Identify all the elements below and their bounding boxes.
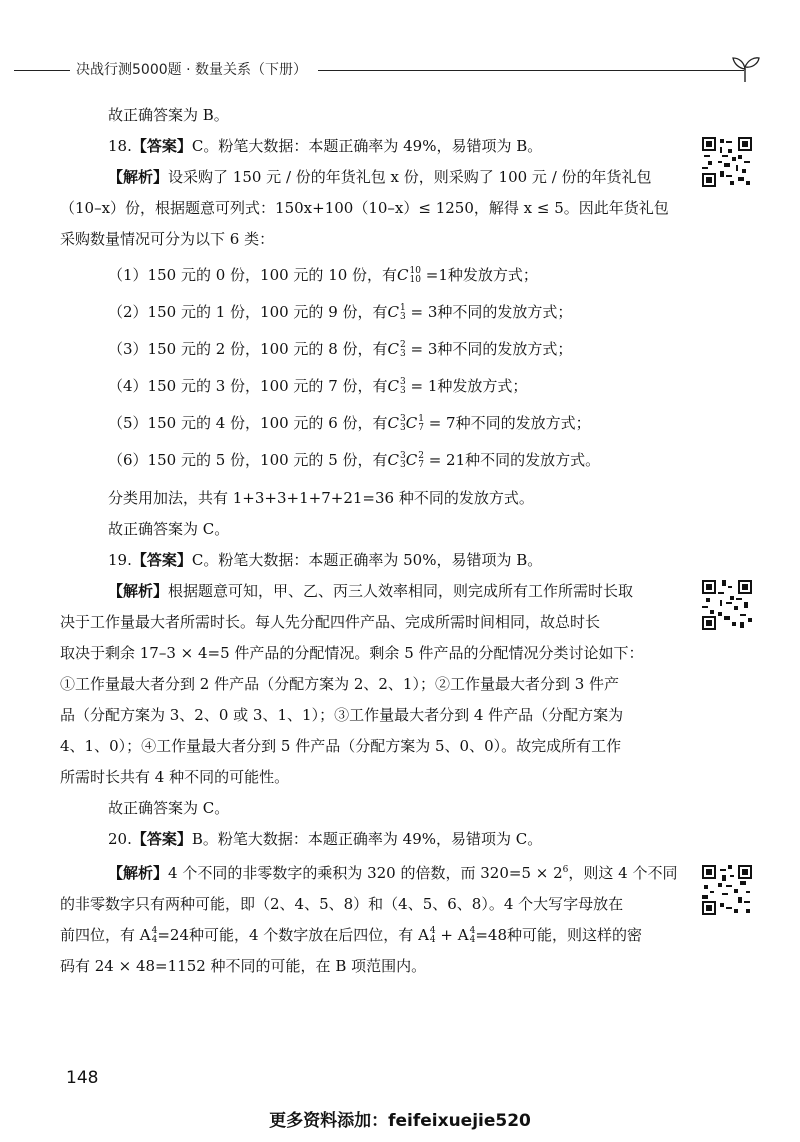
q18-analysis-line: 采购数量情况可分为以下 6 类： — [60, 230, 275, 248]
qr-code-q19[interactable] — [702, 580, 752, 630]
q19-conclusion: 故正确答案为 C。 — [108, 799, 230, 817]
case-item: （2）150 元的 1 份，100 元的 9 份，有C1 3 = 3种不同的发放方式； — [108, 303, 573, 322]
prev-conclusion: 故正确答案为 B。 — [108, 106, 229, 124]
sprout-icon — [728, 52, 762, 86]
q18-conclusion: 故正确答案为 C。 — [108, 520, 230, 538]
footer-note: 更多资料添加：feifeixuejie520 — [269, 1111, 531, 1131]
q20-answer: 20.【答案】B。粉笔大数据：本题正确率为 49%，易错项为 C。 — [108, 830, 543, 848]
q18-answer: 18.【答案】C。粉笔大数据：本题正确率为 49%，易错项为 B。 — [108, 137, 543, 155]
q18-analysis: 【解析】设采购了 150 元 / 份的年货礼包 x 份，则采购了 100 元 / 份的年货礼包 — [108, 168, 652, 186]
page-body — [60, 100, 700, 982]
case-item: （5）150 元的 4 份，100 元的 6 份，有C3 3C1 7 = 7种不同的发放方式； — [108, 414, 591, 433]
qr-code-q18[interactable] — [702, 137, 752, 187]
q19-answer: 19.【答案】C。粉笔大数据：本题正确率为 50%，易错项为 B。 — [108, 551, 543, 569]
case-item: （6）150 元的 5 份，100 元的 5 份，有C3 3C2 7 = 21种不同的发放方式。 — [108, 451, 601, 470]
q19-analysis-line: 品（分配方案为 3、2、0 或 3、1、1）；③工作量最大者分到 4 件产品（分配方案为 — [60, 706, 624, 724]
q20-analysis-line: 码有 24 × 48=1152 种不同的可能，在 B 项范围内。 — [60, 957, 427, 975]
q19-analysis-line: 取决于剩余 17–3 × 4=5 件产品的分配情况。剩余 5 件产品的分配情况分类讨论如下： — [60, 644, 644, 662]
case-item: （4）150 元的 3 份，100 元的 7 份，有C3 3 = 1种发放方式； — [108, 377, 528, 396]
q19-analysis-line: 4、1、0）；④工作量最大者分到 5 件产品（分配方案为 5、0、0）。故完成所有工作 — [60, 737, 622, 755]
q18-sum: 分类用加法，共有 1+3+3+1+7+21=36 种不同的发放方式。 — [108, 489, 534, 507]
case-item: （3）150 元的 2 份，100 元的 8 份，有C2 3 = 3种不同的发放方式； — [108, 340, 573, 359]
book-title: 决战行测5000题 · 数量关系（下册） — [76, 62, 307, 78]
q20-analysis-line: 前四位，有 A4 4=24种可能，4 个数字放在后四位，有 A4 4 + A4 4=48种可能，则这样的密 — [60, 926, 642, 945]
case-item: （1）150 元的 0 份，100 元的 10 份，有C10 10 =1种发放方式； — [108, 266, 538, 285]
header-rule-left — [14, 70, 70, 71]
q18-cases — [60, 261, 700, 474]
page-number: 148 — [66, 1068, 99, 1088]
header-rule-right — [318, 70, 744, 71]
q19-analysis: 【解析】根据题意可知，甲、乙、丙三人效率相同，则完成所有工作所需时长取 — [108, 582, 634, 600]
q19-analysis-line: ①工作量最大者分到 2 件产品（分配方案为 2、2、1）；②工作量最大者分到 3 件产 — [60, 675, 620, 693]
page-header — [0, 52, 800, 88]
q19-analysis-line: 决于工作量最大者所需时长。每人先分配四件产品、完成所需时间相同，故总时长 — [60, 613, 601, 631]
q19-analysis-line: 所需时长共有 4 种不同的可能性。 — [60, 768, 290, 786]
q20-analysis: 【解析】4 个不同的非零数字的乘积为 320 的倍数，而 $320=5 \times 2^6$，则这 4 个不同 — [108, 864, 678, 882]
qr-code-q20[interactable] — [702, 865, 752, 915]
q18-analysis-line: （10–x）份，根据题意可列式：150x+100（10–x）≤ 1250，解得 x ≤ 5。因此年货礼包 — [60, 199, 669, 217]
q20-analysis-line: 的非零数字只有两种可能，即（2、4、5、8）和（4、5、6、8）。4 个大写字母放在 — [60, 895, 624, 913]
